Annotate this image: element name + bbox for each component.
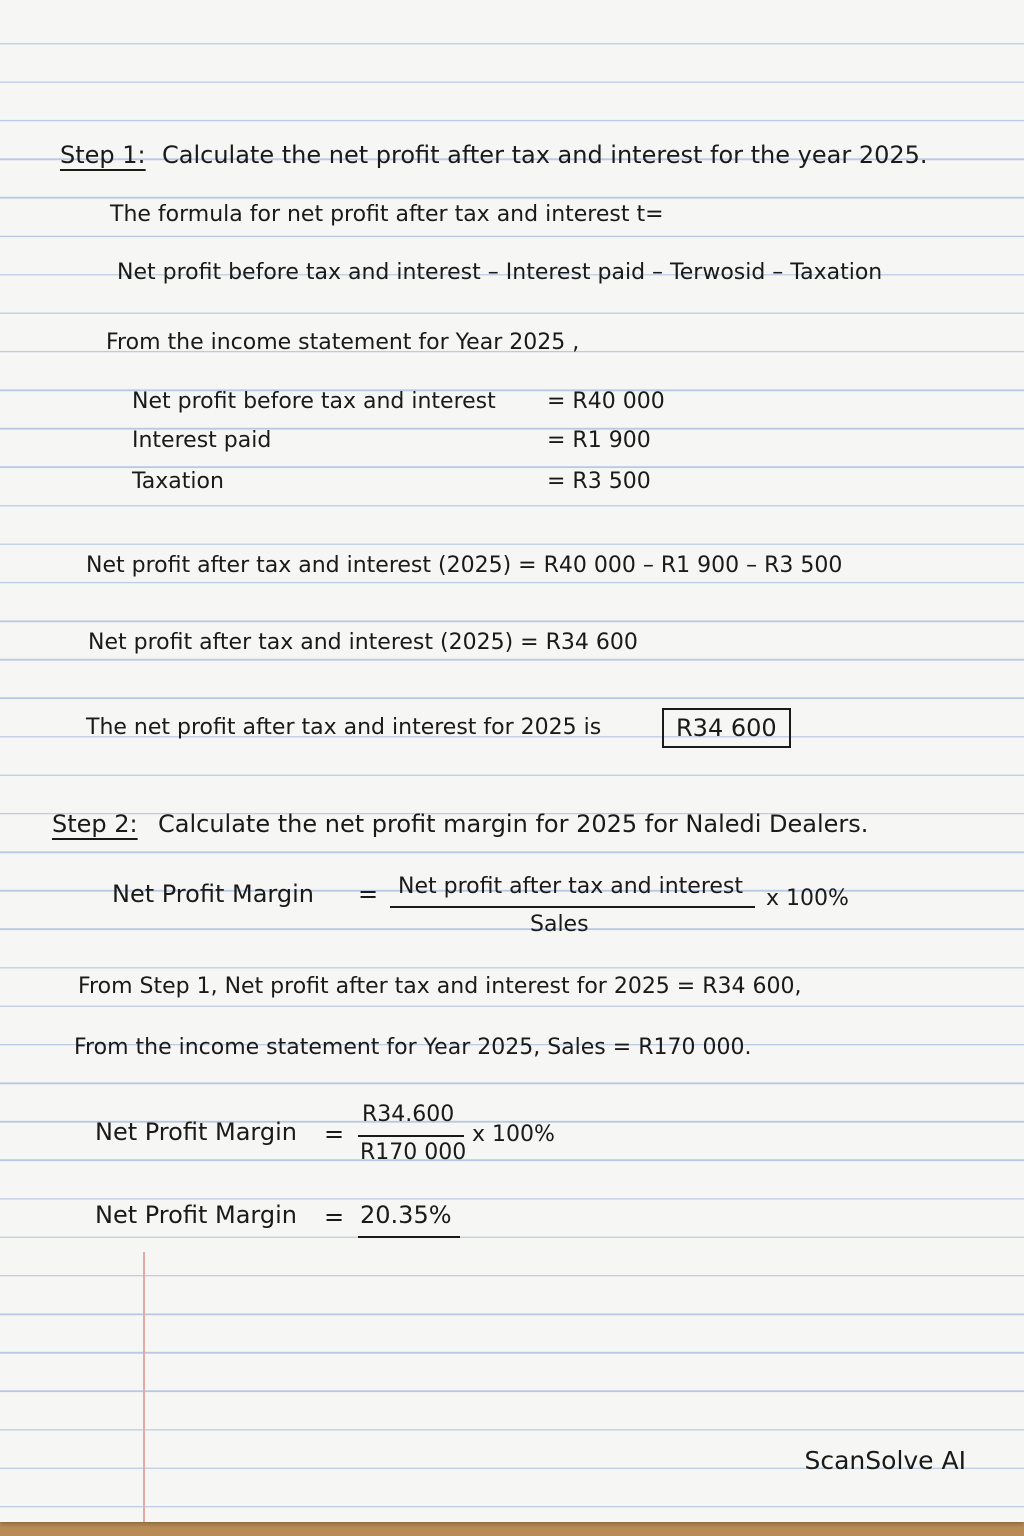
formula-lhs: Net Profit Margin bbox=[112, 880, 314, 908]
step1-heading-label: Step 1: bbox=[60, 141, 146, 169]
margin-line bbox=[143, 1252, 145, 1522]
formula-multiplier: x 100% bbox=[766, 886, 849, 911]
formula-numerator: Net profit after tax and interest bbox=[398, 874, 744, 899]
from-step1-line: From Step 1, Net profit after tax and interest for 2025 = R34 600, bbox=[78, 974, 802, 999]
step1-heading-text: Calculate the net profit after tax and interest for the year 2025. bbox=[162, 141, 928, 169]
formula-eq: = bbox=[358, 880, 379, 908]
formula-fraction-bar bbox=[390, 906, 755, 908]
step1-conclusion-text: The net profit after tax and interest for 2025 is bbox=[86, 715, 602, 740]
item-label-taxation: Taxation bbox=[132, 469, 224, 494]
step2-heading-label: Step 2: bbox=[52, 810, 138, 838]
item-value-npbti: = R40 000 bbox=[547, 389, 665, 414]
sub-multiplier: x 100% bbox=[472, 1122, 555, 1147]
step1-conclusion-box: R34 600 bbox=[662, 708, 791, 748]
step2-heading-text: Calculate the net profit margin for 2025 for Naledi Dealers. bbox=[158, 810, 869, 838]
sub-denominator: R170 000 bbox=[360, 1140, 467, 1165]
from-income-line: From the income statement for Year 2025, Sales = R170 000. bbox=[74, 1035, 752, 1060]
final-value: 20.35% bbox=[360, 1201, 452, 1229]
step1-formula-intro: The formula for net profit after tax and interest t= bbox=[110, 202, 664, 227]
step1-source-line: From the income statement for Year 2025 , bbox=[106, 330, 580, 355]
step1-formula: Net profit before tax and interest – Interest paid – Terwosid – Taxation bbox=[117, 260, 883, 285]
item-value-interest: = R1 900 bbox=[547, 428, 651, 453]
step1-result-line: Net profit after tax and interest (2025) = R34 600 bbox=[88, 630, 638, 655]
sub-numerator: R34.600 bbox=[362, 1102, 455, 1127]
final-eq: = bbox=[324, 1203, 345, 1231]
step1-calc-line: Net profit after tax and interest (2025) = R40 000 – R1 900 – R3 500 bbox=[86, 553, 843, 578]
item-value-taxation: = R3 500 bbox=[547, 469, 651, 494]
final-value-underline bbox=[358, 1236, 460, 1238]
item-label-interest: Interest paid bbox=[132, 428, 272, 453]
formula-denominator: Sales bbox=[530, 912, 589, 937]
sub-lhs: Net Profit Margin bbox=[95, 1118, 297, 1146]
sub-eq: = bbox=[324, 1120, 345, 1148]
sub-fraction-bar bbox=[358, 1135, 464, 1137]
final-lhs: Net Profit Margin bbox=[95, 1201, 297, 1229]
brand-signature: ScanSolve AI bbox=[804, 1446, 966, 1475]
item-label-npbti: Net profit before tax and interest bbox=[132, 389, 496, 414]
